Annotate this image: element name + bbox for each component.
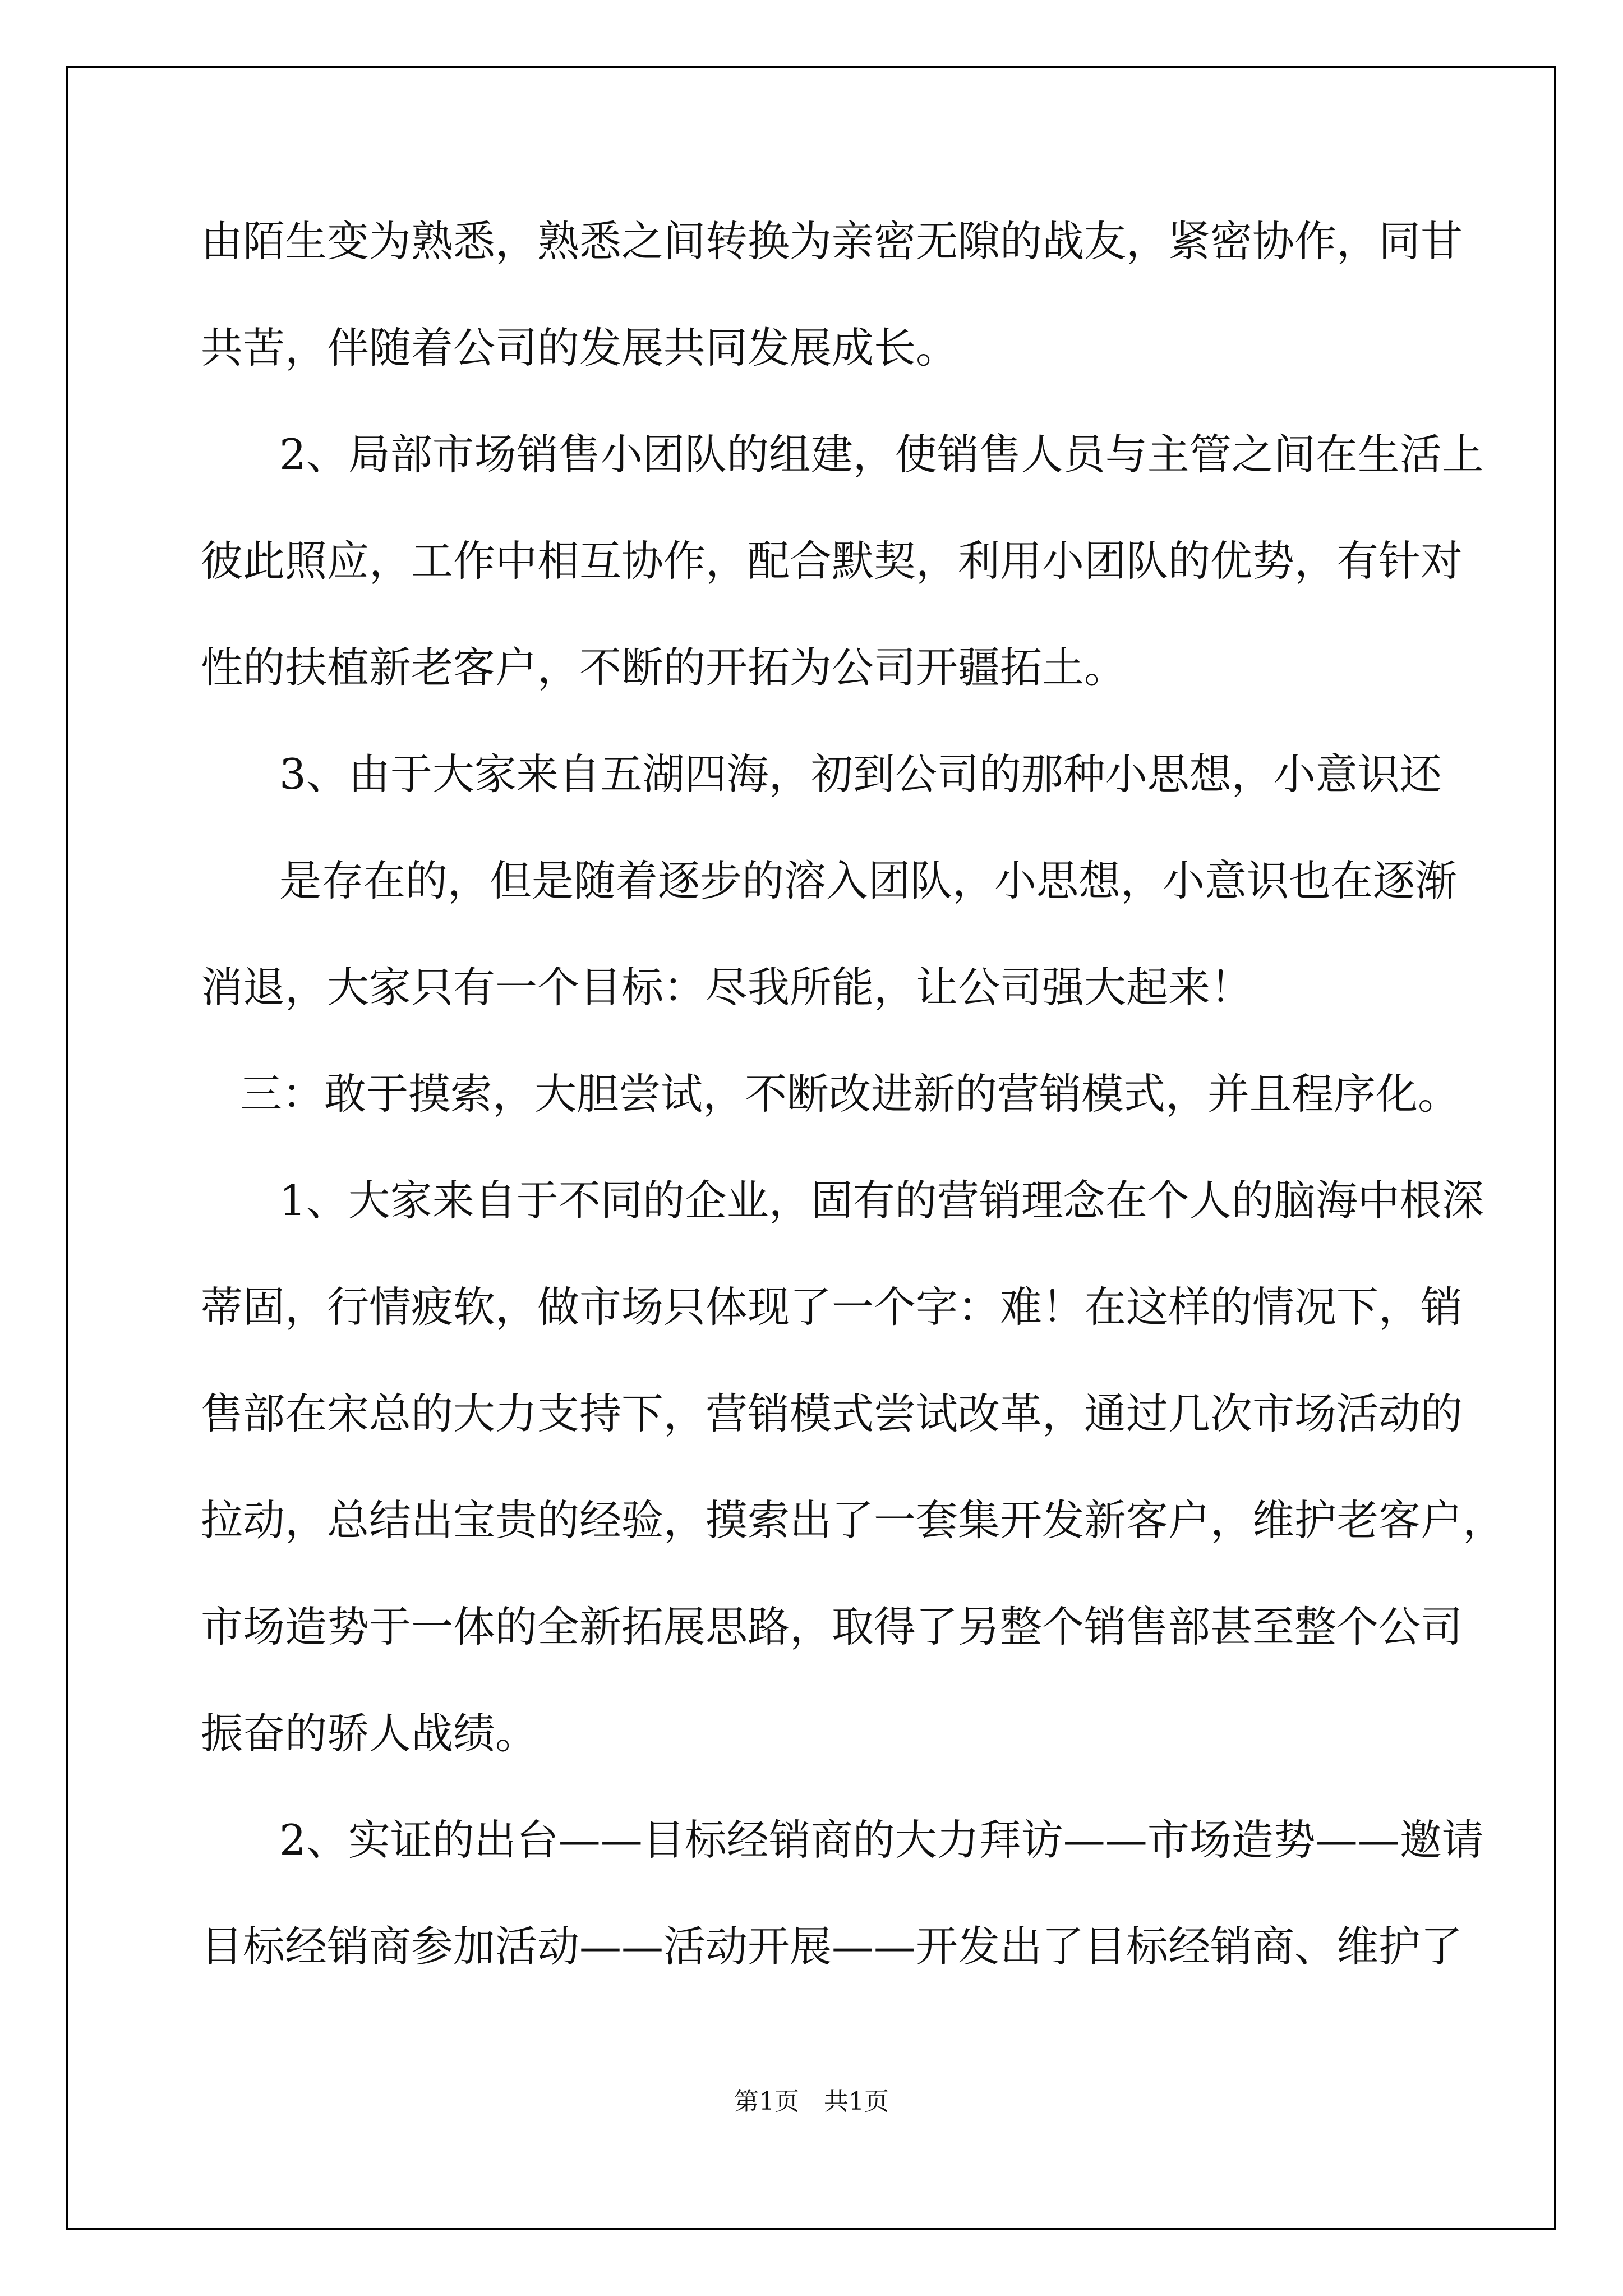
text-line: 拉动，总结出宝贵的经验，摸索出了一套集开发新客户，维护老客户， (201, 1496, 1505, 1545)
text-line: 售部在宋总的大力支持下，营销模式尝试改革，通过几次市场活动的 (201, 1389, 1463, 1438)
text-line: 共苦，伴随着公司的发展共同发展成长。 (201, 323, 958, 372)
page-border (66, 66, 1556, 2230)
text-line: 性的扶植新老客户，不断的开拓为公司开疆拓土。 (201, 643, 1127, 692)
text-line: 由陌生变为熟悉，熟悉之间转换为亲密无隙的战友，紧密协作，同甘 (201, 217, 1463, 266)
page-number-footer: 第1页 共1页 (734, 2087, 889, 2116)
text-line: 2、局部市场销售小团队的组建，使销售人员与主管之间在生活上 (279, 430, 1484, 479)
text-line: 2、实证的出台——目标经销商的大力拜访——市场造势——邀请 (279, 1815, 1484, 1865)
text-line: 振奋的骄人战绩。 (201, 1709, 538, 1758)
text-line: 彼此照应，工作中相互协作，配合默契，利用小团队的优势，有针对 (201, 536, 1463, 586)
text-line: 1、大家来自于不同的企业，固有的营销理念在个人的脑海中根深 (279, 1176, 1484, 1225)
section-heading: 三：敢于摸索，大胆尝试，不断改进新的营销模式，并且程序化。 (240, 1069, 1460, 1119)
text-line: 3、由于大家来自五湖四海，初到公司的那种小思想，小意识还 (279, 749, 1442, 799)
text-line: 是存在的，但是随着逐步的溶入团队，小思想，小意识也在逐渐 (279, 856, 1458, 905)
text-line: 蒂固，行情疲软，做市场只体现了一个字：难！在这样的情况下，销 (201, 1282, 1463, 1332)
text-line: 目标经销商参加活动——活动开展——开发出了目标经销商、维护了 (201, 1922, 1463, 1971)
text-line: 消退，大家只有一个目标：尽我所能，让公司强大起来！ (201, 963, 1253, 1012)
text-line: 市场造势于一体的全新拓展思路，取得了另整个销售部甚至整个公司 (201, 1602, 1463, 1651)
